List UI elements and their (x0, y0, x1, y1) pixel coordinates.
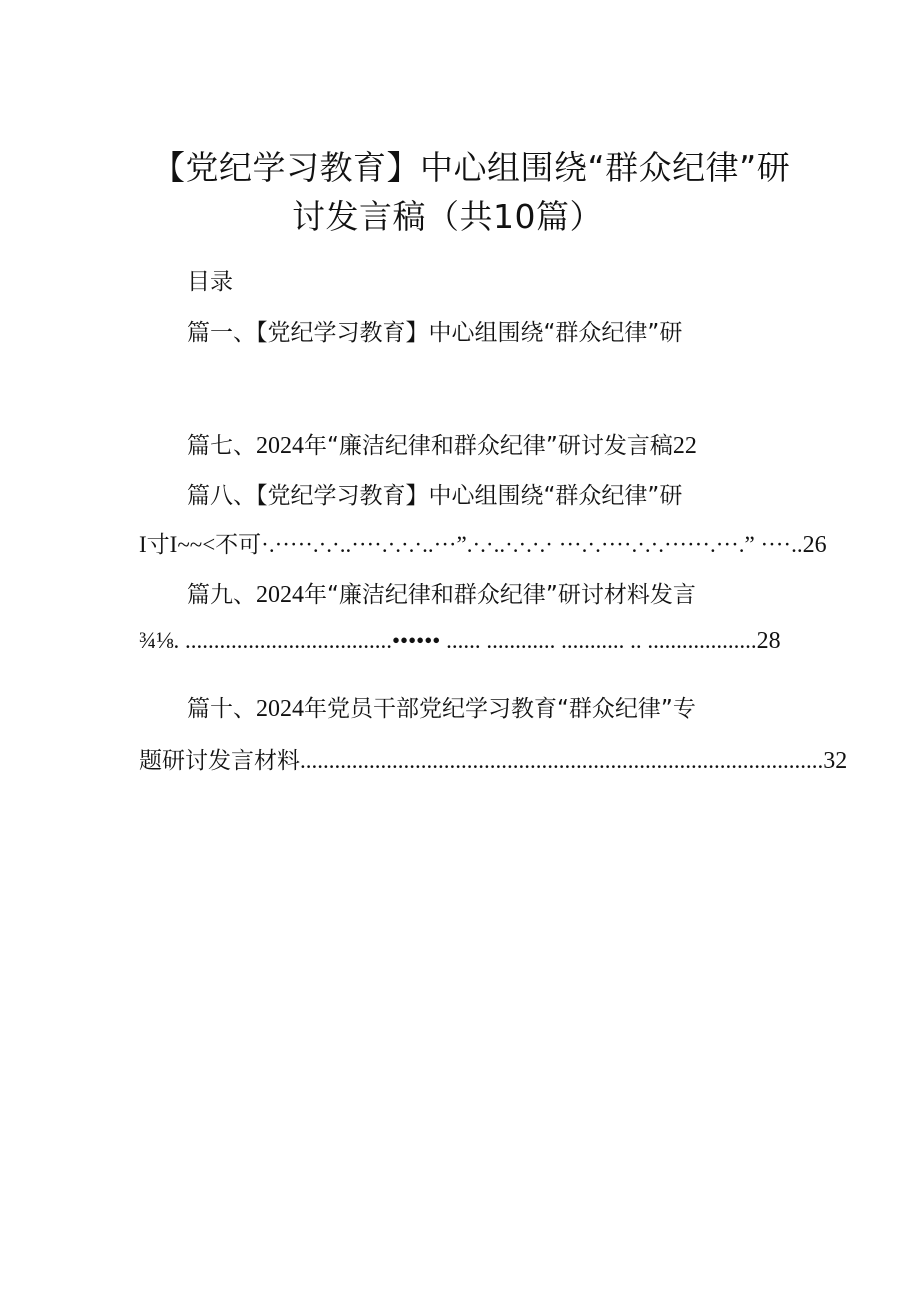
toc-entry-10-continuation[interactable] (139, 742, 847, 775)
toc-entry-10-text: 年党员干部党纪学习教育“群众纪律”专 (304, 696, 696, 722)
toc-entry-7-text: 年“廉洁纪律和群众纪律”研讨发言稿 (304, 433, 673, 459)
toc-entry-10-prefix: 篇十、 (187, 696, 256, 722)
document-title-line-1: 【党纪学习教育】中心组围绕“群众纪律”研 (152, 148, 791, 187)
toc-entry-9[interactable] (187, 576, 696, 609)
toc-entry-9-continuation[interactable] (139, 628, 781, 655)
toc-entry-7-prefix: 篇七、 (187, 433, 256, 459)
toc-entry-10-page: 32 (823, 748, 848, 774)
toc-entry-10[interactable] (187, 690, 696, 723)
toc-entry-9-prefix: 篇九、 (187, 582, 256, 608)
toc-entry-10-leader: ........................................................................................... (300, 748, 824, 773)
toc-entry-8-text: 篇八、【党纪学习教育】中心组围绕“群众纪律”研 (187, 483, 683, 509)
toc-entry-9-year: 2024 (256, 582, 304, 608)
document-title-line-2: 讨发言稿（共10篇） (292, 197, 603, 236)
toc-entry-8-continuation[interactable] (139, 526, 827, 559)
toc-entry-9-page: 28 (756, 628, 781, 654)
toc-entry-8-page: 26 (802, 532, 827, 558)
toc-entry-10-text-2: 题研讨发言材料 (139, 748, 300, 774)
toc-entry-1[interactable] (187, 314, 682, 347)
toc-entry-7-page: 22 (672, 433, 697, 459)
toc-heading: 目录 (187, 269, 233, 295)
toc-entry-1-text: 篇一、【党纪学习教育】中心组围绕“群众纪律”研 (187, 320, 683, 346)
toc-entry-8[interactable] (187, 477, 682, 510)
toc-entry-9-leader: ¾⅛. ....................................•••••• ...... ............ ........... .. ................... (139, 628, 757, 653)
toc-entry-7[interactable] (187, 427, 697, 460)
toc-entry-7-year: 2024 (256, 433, 304, 459)
toc-entry-9-text: 年“廉洁纪律和群众纪律”研讨材料发言 (304, 582, 696, 608)
toc-entry-10-year: 2024 (256, 696, 304, 722)
toc-entry-8-leader: I寸I~~<不可·.·····.·.·..····.·.·.·..···”.·.·..·.·.·.· ···.·.····.·.·.······.···.” ····.. (139, 532, 803, 557)
